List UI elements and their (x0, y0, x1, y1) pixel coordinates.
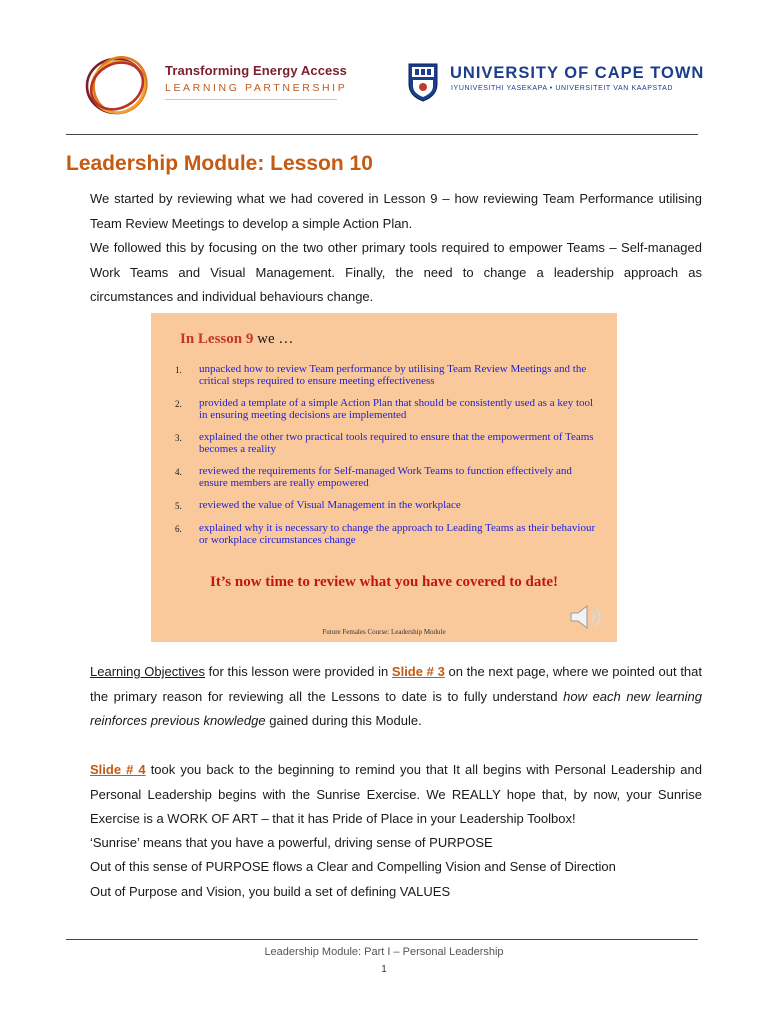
p4-text: took you back to the beginning to remind you that It all begins with Personal Leadership and Personal Leadership begins with the Sunrise Exercise. We REALLY hope that, by now, your Sunrise Exercise is a WORK OF ART – that it has Pride of Place in your Leadership Toolbox! (90, 762, 703, 826)
slide-heading-we: we … (253, 331, 294, 347)
slide-4-link[interactable]: Slide # 4 (90, 762, 146, 777)
tea-subtitle: LEARNING PARTNERSHIP (165, 82, 348, 94)
slide-heading (180, 331, 293, 348)
paragraph-5 (66, 831, 702, 856)
slide-item-text: provided a template of a simple Action Plan that should be consistently used as a key tool in ensuring meeting decisions are implemented (199, 397, 594, 421)
slide-item-number: 1. (175, 365, 182, 375)
slide-item-text: unpacked how to review Team performance by utilising Team Review Meetings and the critical steps required to ensure meeting effectiveness (199, 363, 587, 387)
slide-footer: Future Females Course: Leadership Module (322, 628, 446, 636)
p3-b: on the next page, where we pointed out that the primary reason for reviewing all the Lessons to date is to fully understand (90, 664, 702, 704)
paragraph-4 (66, 758, 702, 832)
paragraph-5-text: ‘Sunrise’ means that you have a powerful, driving sense of PURPOSE (90, 835, 493, 850)
speaker-icon[interactable] (569, 603, 607, 631)
slide-item-number: 5. (175, 501, 182, 511)
slide-item-text: reviewed the value of Visual Management in the workplace (199, 499, 461, 511)
slide-item-text: explained why it is necessary to change the approach to Leading Teams as their behaviour or workplace circumstances change (199, 522, 596, 546)
tea-divider (165, 99, 337, 100)
slide-item-text: reviewed the requirements for Self-managed Work Teams to function effectively and ensure members are really empowered (199, 465, 572, 489)
paragraph-7 (66, 880, 702, 905)
page-number: 1 (381, 964, 387, 975)
paragraph-3-text (66, 660, 702, 734)
paragraph-2 (66, 236, 702, 310)
paragraph-6-text: Out of this sense of PURPOSE flows a Clear and Compelling Vision and Sense of Direction (90, 859, 616, 874)
p3-c: gained during this Module. (265, 713, 422, 728)
slide-item-number: 2. (175, 399, 182, 409)
tea-title: Transforming Energy Access (165, 63, 348, 78)
paragraph-2-text: We followed this by focusing on the two other primary tools required to empower Teams – Self-managed Work Teams and Visual Management. Finally, the need to change a leadership approach as circumstances and individual behaviours change. (90, 240, 702, 304)
slide-item-number: 4. (175, 467, 182, 477)
lesson-9-slide (151, 313, 617, 642)
slide-item-number: 3. (175, 433, 182, 443)
paragraph-1 (66, 187, 702, 236)
paragraph-6 (66, 855, 702, 880)
p3-italic: how each new learning reinforces previous knowledge (90, 688, 702, 728)
p3-a: for this lesson were provided in (204, 664, 392, 679)
paragraph-1-text: We started by reviewing what we had covered in Lesson 9 – how reviewing Team Performance utilising Team Review Meetings to develop a simple Action Plan. (90, 191, 702, 231)
slide-3-link[interactable]: Slide # 3 (391, 664, 445, 679)
slide-heading-lesson: In Lesson 9 (180, 331, 254, 347)
tea-logo-icon (82, 52, 156, 120)
header-rule (66, 134, 698, 135)
page-title: Leadership Module: Lesson 10 (66, 152, 373, 175)
paragraph-3 (66, 660, 702, 734)
uct-crest-icon (407, 62, 439, 102)
footer-rule (66, 939, 698, 940)
uct-subtitle: IYUNIVESITHI YASEKAPA • UNIVERSITEIT VAN KAAPSTAD (451, 85, 674, 92)
slide-item-number: 6. (175, 524, 182, 534)
uct-title: UNIVERSITY OF CAPE TOWN (450, 64, 705, 82)
footer-text: Leadership Module: Part I – Personal Leadership (264, 946, 504, 958)
slide-call-to-action: It’s now time to review what you have covered to date! (210, 574, 558, 590)
paragraph-4-text (66, 758, 702, 832)
slide-item-text: explained the other two practical tools required to ensure that the empowerment of Teams becomes a reality (199, 431, 594, 455)
paragraph-7-text: Out of Purpose and Vision, you build a set of defining VALUES (90, 884, 451, 899)
learning-objectives-link[interactable]: Learning Objectives (90, 664, 205, 679)
